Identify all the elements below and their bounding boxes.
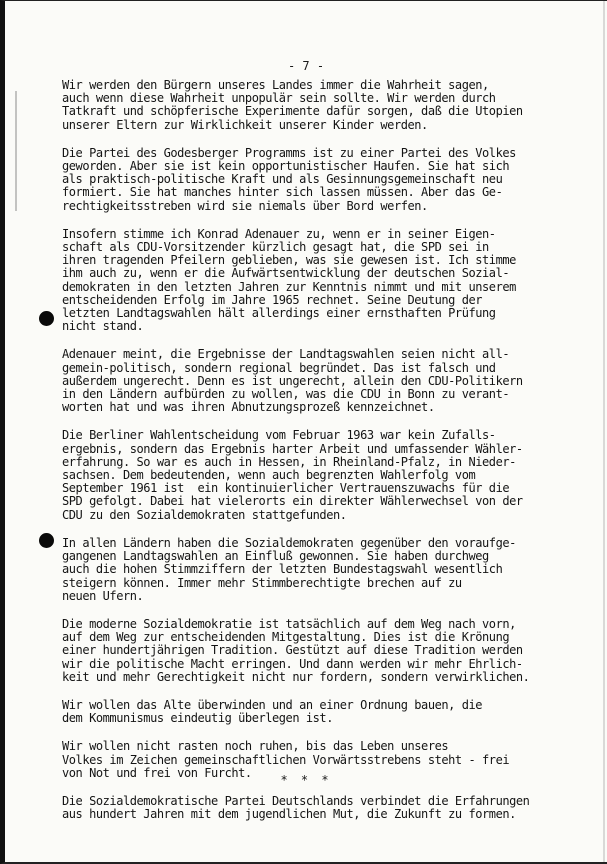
- text-line: geworden. Aber sie ist kein opportunistischer Haufen. Sie hat sich: [62, 159, 510, 174]
- text-line: schaft als CDU-Vorsitzender kürzlich gesagt hat, die SPD sei in: [62, 240, 489, 255]
- text-line: in den Ländern aufbürden zu wollen, was die CDU in Bonn zu verant-: [62, 387, 510, 402]
- text-line: Die moderne Sozialdemokratie ist tatsächlich auf dem Weg nach vorn,: [62, 616, 516, 631]
- text-line: formiert. Sie hat manches hinter sich lassen müssen. Aber das Ge-: [62, 185, 503, 200]
- text-line: auf dem Weg zur entscheidenden Mitgestaltung. Dies ist die Krönung: [62, 630, 510, 645]
- text-line: erfahrung. So war es auch in Hessen, in Rheinland-Pfalz, in Nieder-: [62, 454, 516, 469]
- paragraph: [62, 699, 578, 725]
- text-line: nicht stand.: [62, 319, 144, 334]
- text-line: außerdem ungerecht. Denn es ist ungerecht, allein den CDU-Politikern: [62, 373, 523, 388]
- text-line: September 1961 ist ein kontinuierlicher Vertrauenszuwachs für die: [62, 481, 510, 496]
- text-line: Insofern stimme ich Konrad Adenauer zu, wenn er in seiner Eigen-: [62, 226, 496, 241]
- text-line: Wir wollen nicht rasten noch ruhen, bis das Leben unseres: [62, 739, 449, 754]
- scan-edge-shadow: [15, 91, 17, 211]
- text-line: Die Sozialdemokratische Partei Deutschlands verbindet die Erfahrungen: [62, 793, 530, 808]
- document-body: [62, 79, 578, 836]
- text-line: steigern können. Immer mehr Stimmberechtigte brechen auf zu: [62, 575, 462, 590]
- text-line: CDU zu den Sozialdemokraten stattgefunden.: [62, 507, 347, 522]
- text-line: Volkes im Zeichen gemeinschaftlichen Vorwärtsstrebens steht - frei: [62, 752, 510, 767]
- text-line: entscheidenden Erfolg im Jahre 1965 rechnet. Seine Deutung der: [62, 292, 483, 307]
- text-line: ergebnis, sondern das Ergebnis harter Arbeit und umfassender Wähler-: [62, 441, 523, 456]
- paragraph: [62, 795, 578, 821]
- paragraph: [62, 79, 578, 132]
- text-line: In allen Ländern haben die Sozialdemokraten gegenüber den voraufge-: [62, 535, 516, 550]
- text-line: Wir wollen das Alte überwinden und an einer Ordnung bauen, die: [62, 697, 483, 712]
- paragraph: [62, 348, 578, 414]
- text-line: keit und mehr Gerechtigkeit nicht nur fordern, sondern verwirklichen.: [62, 669, 530, 684]
- text-line: Wir werden den Bürgern unseres Landes immer die Wahrheit sagen,: [62, 78, 489, 92]
- text-line: als praktisch-politische Kraft und als Gesinnungsgemeinschaft neu: [62, 172, 503, 187]
- paragraph: [62, 147, 578, 213]
- text-line: dem Kommunismus eindeutig überlegen ist.: [62, 711, 333, 726]
- text-line: letzten Landtagswahlen hält allerdings einer ernsthaften Prüfung: [62, 306, 496, 321]
- text-line: unserer Eltern zur Wirklichkeit unserer Kinder werden.: [62, 117, 428, 132]
- text-line: einer hundertjährigen Tradition. Gestützt auf diese Tradition werden: [62, 643, 523, 658]
- scan-edge-right: [603, 1, 605, 864]
- text-line: SPD gefolgt. Dabei hat vielerorts ein direkter Wählerwechsel von der: [62, 494, 523, 509]
- punch-hole-top: [39, 311, 54, 326]
- text-line: auch wenn diese Wahrheit unpopulär sein sollte. Wir werden durch: [62, 91, 496, 106]
- text-line: gangenen Landtagswahlen an Einfluß gewonnen. Sie haben durchweg: [62, 549, 489, 564]
- text-line: neuen Ufern.: [62, 588, 144, 603]
- text-line: aus hundert Jahren mit dem jugendlichen Mut, die Zukunft zu formen.: [62, 807, 516, 822]
- text-line: wir die politische Macht erringen. Und dann werden wir mehr Ehrlich-: [62, 656, 523, 671]
- text-line: worten hat und was ihren Abnutzungsprozeß kennzeichnet.: [62, 400, 435, 415]
- text-line: Die Berliner Wahlentscheidung vom Februar 1963 war kein Zufalls-: [62, 428, 496, 443]
- closing-asterisks: * * *: [280, 773, 332, 787]
- text-line: rechtigkeitsstreben wird sie niemals über Bord werfen.: [62, 198, 428, 213]
- punch-hole-bottom: [39, 533, 54, 548]
- page-number: - 7 -: [287, 59, 325, 73]
- text-line: Adenauer meint, die Ergebnisse der Landtagswahlen seien nicht all-: [62, 347, 510, 362]
- text-line: demokraten in den letzten Jahren zur Kenntnis nimmt und mit unserem: [62, 279, 516, 294]
- text-line: von Not und frei von Furcht.: [62, 765, 252, 780]
- text-line: ihren tragenden Pfeilern geblieben, was sie gewesen ist. Ich stimme: [62, 253, 516, 268]
- paragraph: [62, 228, 578, 334]
- paragraph: [62, 618, 578, 684]
- text-line: Tatkraft und schöpferische Experimente dafür sorgen, daß die Utopien: [62, 104, 523, 119]
- text-line: Die Partei des Godesberger Programms ist zu einer Partei des Volkes: [62, 145, 516, 160]
- text-line: auch die hohen Stimmziffern der letzten Bundestagswahl wesentlich: [62, 562, 503, 577]
- text-line: sachsen. Dem bedeutenden, wenn auch begrenzten Wahlerfolg vom: [62, 468, 476, 483]
- paragraph: [62, 537, 578, 603]
- paragraph: [62, 429, 578, 521]
- text-line: ihm auch zu, wenn er die Aufwärtsentwicklung der deutschen Sozial-: [62, 266, 510, 281]
- text-line: gemein-politisch, sondern regional begründet. Das ist falsch und: [62, 360, 496, 375]
